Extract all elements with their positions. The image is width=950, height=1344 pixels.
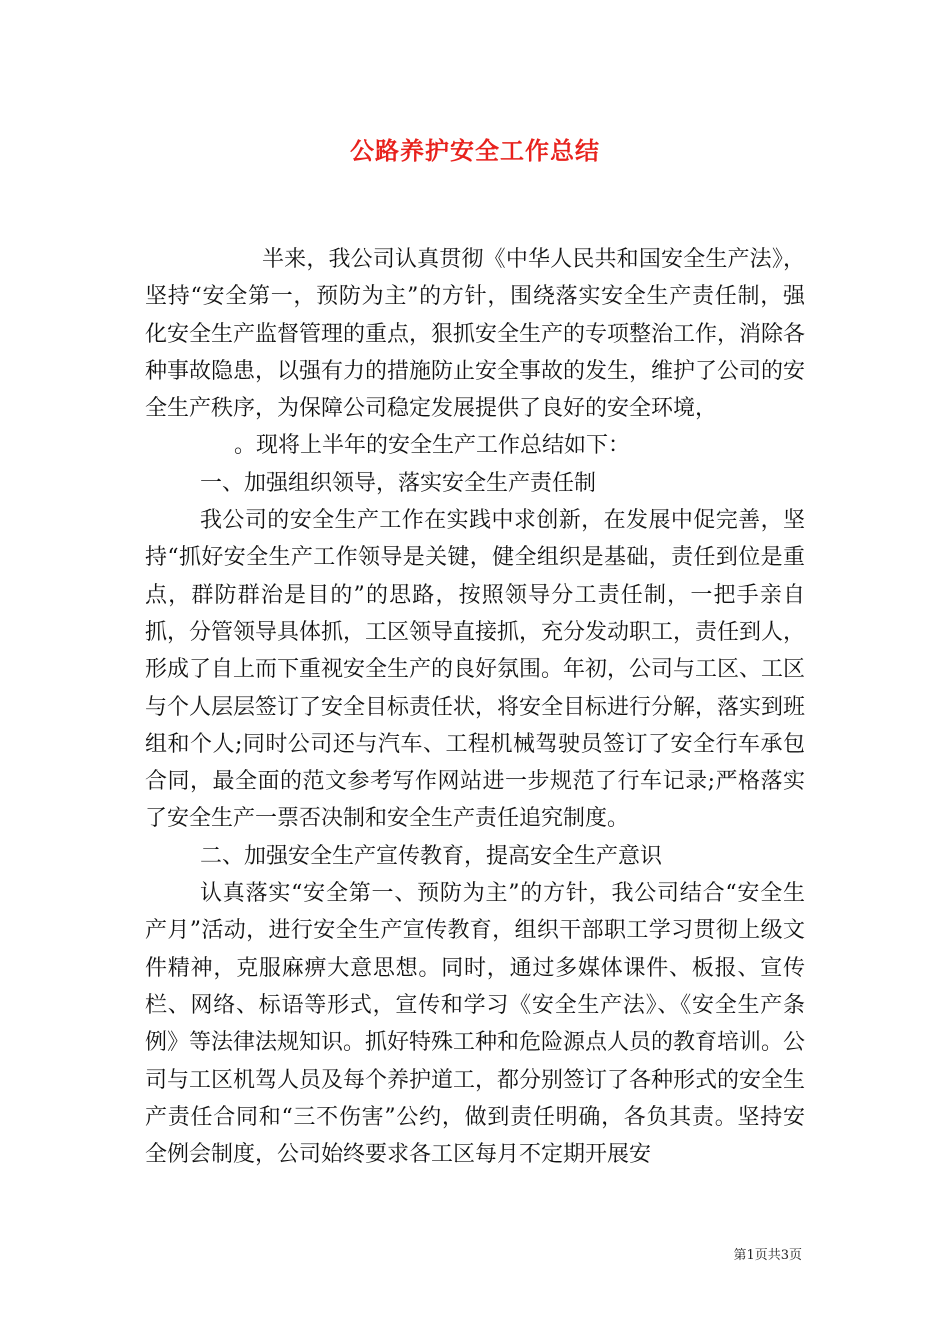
section-heading-1: 一、加强组织领导，落实安全生产责任制: [200, 470, 597, 496]
paragraph-section-2: 认真落实“安全第一、预防为主”的方针，我公司结合“安全生产月”活动，进行安全生产宣传教育，组织干部职工学习贯彻上级文件精神，克服麻痹大意思想。同时，通过多媒体课件、板报、宣传栏、网络、标语等形式，宣传和学习《安全生产法》、《安全生产条例》等法律法规知识。抓好特殊工种和危险源点人员的教育培训。公司与工区机驾人员及每个养护道工，都分别签订了各种形式的安全生产责任合同和“三不伤害”公约，做到责任明确，各负其责。坚持安全例会制度，公司始终要求各工区每月不定期开展安: [145, 881, 806, 1168]
paragraph-summary-lead: 。现将上半年的安全生产工作总结如下：: [234, 433, 631, 459]
page-number: 第1页共3页: [733, 1248, 802, 1263]
document-title: 公路养护安全工作总结: [350, 136, 600, 165]
document-body: [145, 241, 805, 1173]
paragraph-intro: 半来，我公司认真贯彻《中华人民共和国安全生产法》，坚持“安全第一，预防为主”的方针，围绕落实安全生产责任制，强化安全生产监督管理的重点，狠抓安全生产的专项整治工作，消除各种事故隐患，以强有力的措施防止安全事故的发生，维护了公司的安全生产秩序，为保障公司稳定发展提供了良好的安全环境，: [145, 247, 806, 422]
section-heading-2: 二、加强安全生产宣传教育，提高安全生产意识: [200, 843, 663, 869]
paragraph-section-1: 我公司的安全生产工作在实践中求创新，在发展中促完善，坚持“抓好安全生产工作领导是关键，健全组织是基础，责任到位是重点，群防群治是目的”的思路，按照领导分工责任制，一把手亲自抓，分管领导具体抓，工区领导直接抓，充分发动职工，责任到人，形成了自上而下重视安全生产的良好氛围。年初，公司与工区、工区与个人层层签订了安全目标责任状，将安全目标进行分解，落实到班组和个人;同时公司还与汽车、工程机械驾驶员签订了安全行车承包合同，最全面的范文参考写作网站进一步规范了行车记录;严格落实了安全生产一票否决制和安全生产责任追究制度。: [145, 508, 806, 832]
